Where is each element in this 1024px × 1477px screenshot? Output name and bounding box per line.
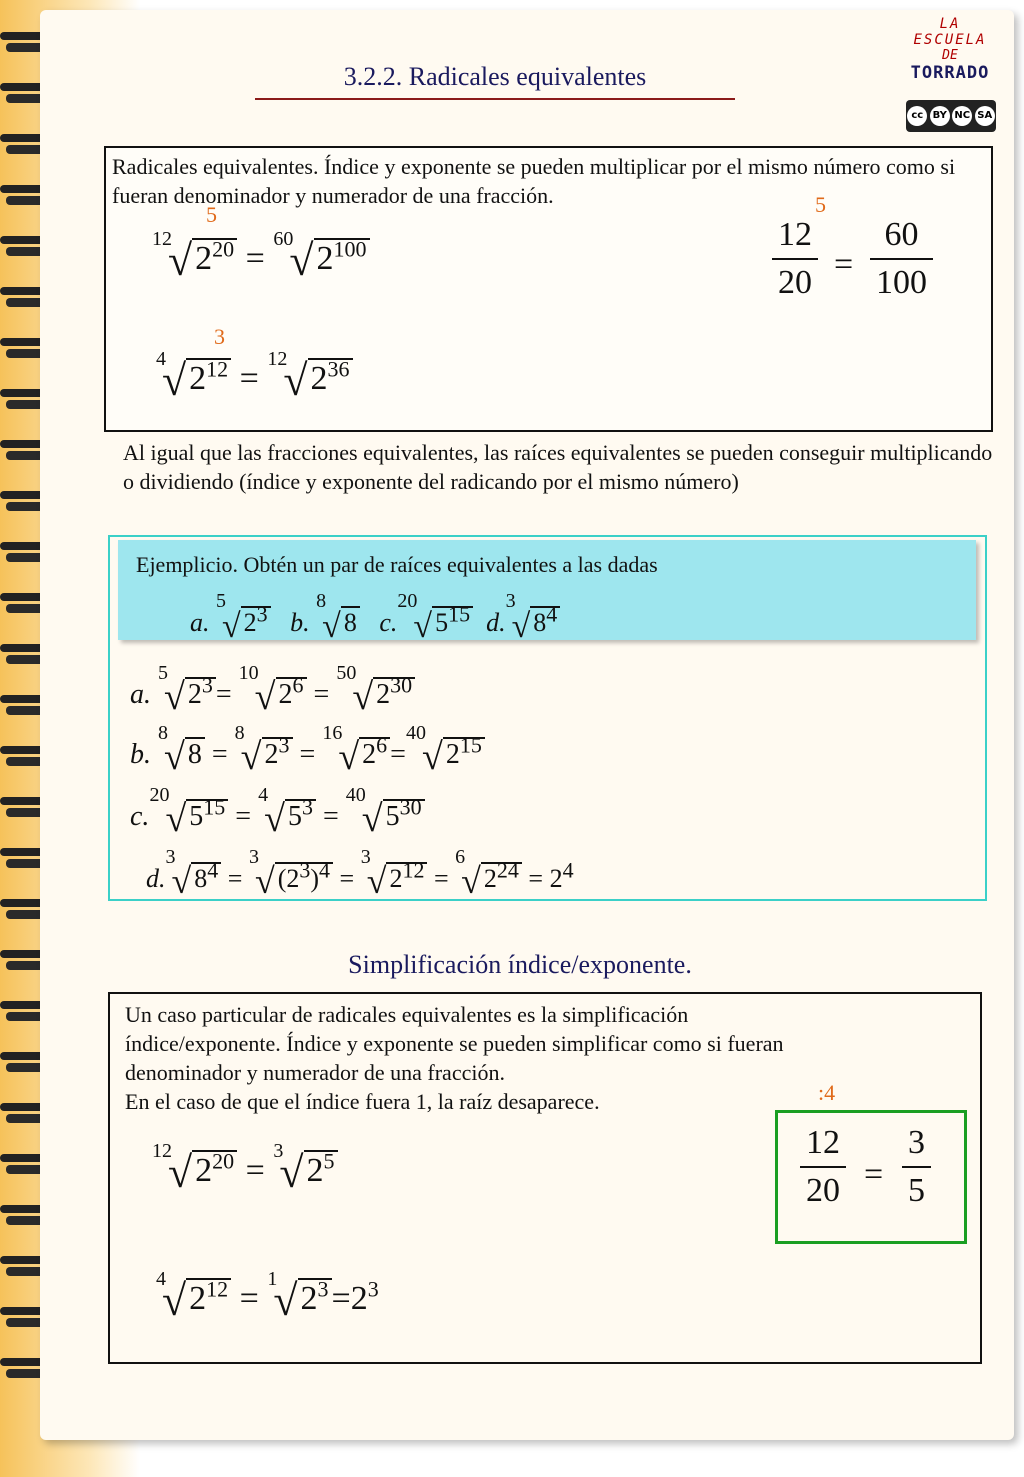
- simplification-text: Un caso particular de radicales equivalentes es la simplificación índice/exponente. Índice y exponente se pueden simplificar como si fueran denominador y numerador de una fracción. En el caso de que el índice fuera 1, la raíz desaparece.: [125, 1002, 784, 1114]
- divisor-label: :4: [818, 1080, 836, 1105]
- radical-equation-1: $^{12}√2^{20} = ^{60}√2^{100}$: [152, 228, 370, 286]
- fraction-60-100: $\frac{60}{100}$: [870, 216, 933, 302]
- equivalence-explanation: Al igual que las fracciones equivalentes, las raíces equivalentes se pueden conseguir multiplicando o dividiendo (índice y exponente del radicando por el mismo número): [123, 440, 993, 494]
- multiplier-label: 3: [214, 324, 225, 349]
- section-title: Simplificación índice/exponente.: [348, 950, 692, 979]
- exercise-prompt: Ejemplicio. Obtén un par de raíces equivalentes a las dadas: [136, 552, 658, 577]
- multiplier-label: 5: [206, 202, 217, 227]
- solution-c: c.$^{20}$√ $5^{15} = ^4√$ $5^3 = ^{40}√$ $5^{30}$: [130, 784, 425, 841]
- exercise-given: a. $^5$√ $2^3$ b. $^8$√ 8 c.$^{20}$√ $5^{15}$ d.$^3$√ $8^4$: [190, 590, 560, 646]
- fraction-3-5: $\frac{3}{5}$: [902, 1124, 931, 1210]
- license-badge[interactable]: [906, 100, 996, 132]
- equals-sign: =: [834, 246, 854, 283]
- simplification-equation-2: $^4√2^{12} = ^1√2^3=2^3$: [156, 1268, 379, 1325]
- by-icon: BY: [930, 106, 950, 126]
- page-title: 3.2.2. Radicales equivalentes: [255, 62, 735, 100]
- site-logo: [900, 16, 1000, 83]
- radical-equation-2: $^4√2^{12} = ^{12}√2^{36}$: [156, 348, 353, 406]
- logo-line-3: TORRADO: [910, 63, 990, 83]
- solution-b: b. $^8$√ 8 = $^8$√ $2^3 = ^{16}√$ $2^6 =^{40}√$ $2^{15}$: [130, 722, 485, 779]
- solution-a: a. $^5$√ $2^3 = ^{10}√$ $2^6 = ^{50}√$ $2^{30}$: [130, 662, 415, 719]
- multiplier-label: 5: [815, 192, 826, 217]
- fraction-12-20: $\frac{12}{20}$: [800, 1124, 846, 1210]
- cc-icon: cc: [907, 106, 927, 126]
- logo-line-2: DE: [942, 48, 958, 63]
- sa-icon: SA: [975, 106, 995, 126]
- simplification-equation-1: $^{12}√2^{20} = ^3√2^5$: [152, 1140, 338, 1198]
- logo-line-1: LA ESCUELA: [913, 16, 987, 48]
- solution-d: d.$^3$√ $8^4 = ^3√$ $(2^3)^4 = ^3√$ $2^{12} = ^6√$ $2^{24} = 2^4$: [146, 846, 574, 901]
- equals-sign: =: [864, 1156, 884, 1193]
- nc-icon: NC: [952, 106, 972, 126]
- definition-text: Radicales equivalentes. Índice y exponente se pueden multiplicar por el mismo número como si fueran denominador y numerador de una fracción.: [112, 154, 956, 208]
- fraction-12-20: $\frac{12}{20}$: [772, 216, 818, 302]
